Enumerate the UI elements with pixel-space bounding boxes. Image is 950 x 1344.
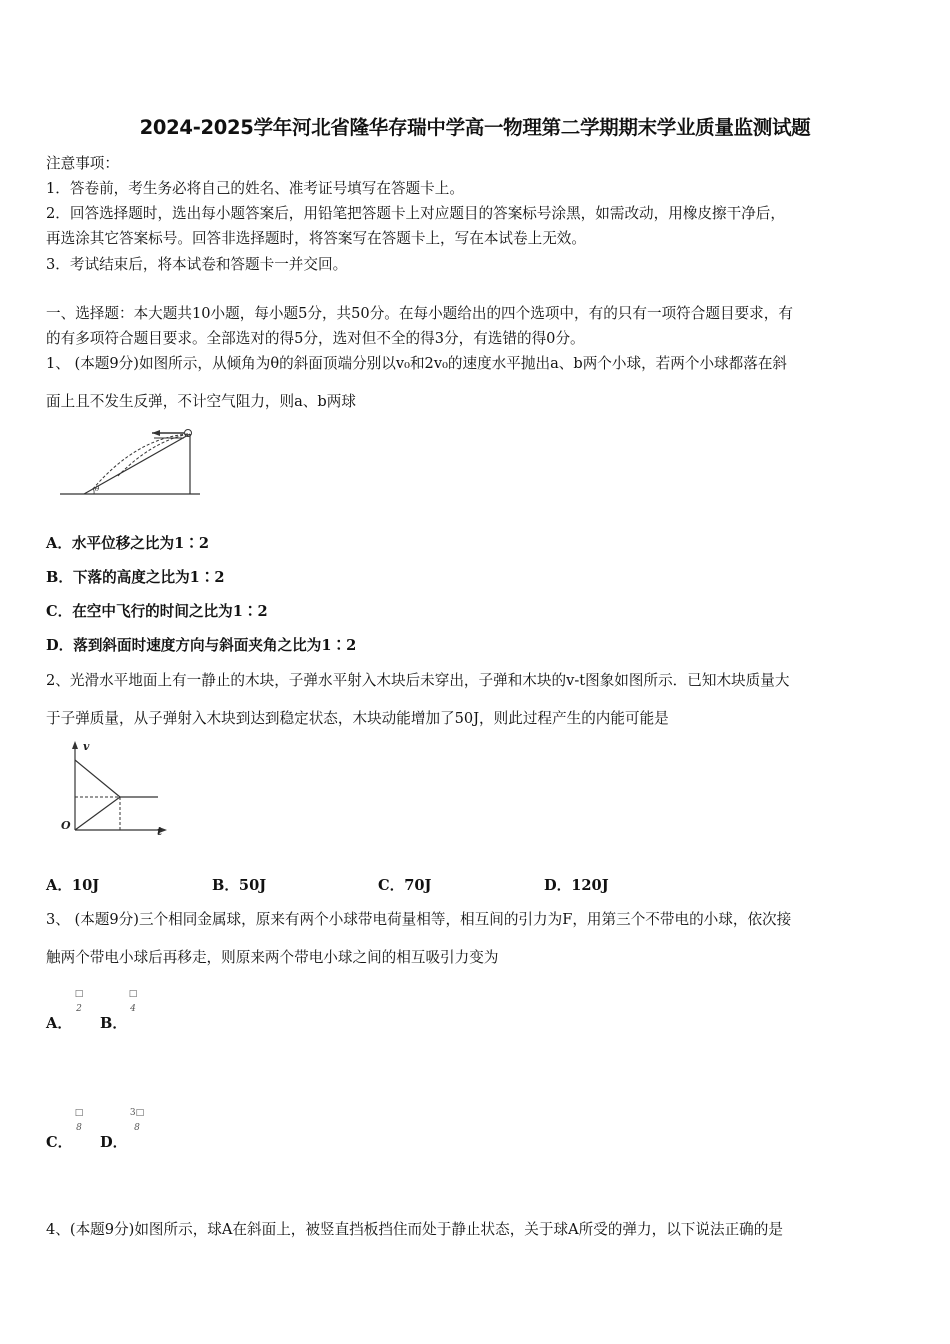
q2-stem-line1: 2、光滑水平地面上有一静止的木块，子弹水平射入木块后未穿出，子弹和木块的v-t图象如图所示．已知木块质量大 (46, 672, 790, 689)
q3-stem-line1: 3、 (本题9分)三个相同金属球，原来有两个小球带电荷量相等，相互间的引力为F，用第三个不带电的小球，依次接 (46, 911, 792, 928)
q4-stem-line1: 4、(本题9分)如图所示，球A在斜面上，被竖直挡板挡住而处于静止状态，关于球A所受的弹力，以下说法正确的是 (46, 1221, 783, 1238)
q2-stem-line2: 于子弹质量，从子弹射入木块到达到稳定状态，木块动能增加了50J，则此过程产生的内能可能是 (46, 710, 669, 727)
q1-option-b: B．下落的高度之比为1∶2 (46, 569, 225, 586)
q2-option-c: C．70J (378, 877, 432, 894)
q2-axis-v-label: v (83, 740, 90, 753)
notice-heading: 注意事项： (46, 155, 119, 172)
page-title: 2024-2025学年河北省隆华存瑞中学高一物理第二学期期末学业质量监测试题 (139, 116, 811, 139)
q1-stem-line2: 面上且不发生反弹，不计空气阻力，则a、b两球 (46, 393, 356, 410)
q2-option-b: B．50J (212, 877, 267, 894)
q3-option-c-numerator: □ (74, 1108, 84, 1118)
q3-option-b-label: B． (100, 1015, 127, 1032)
q2-option-d: D．120J (544, 877, 609, 894)
q2-option-a: A．10J (46, 877, 100, 894)
notice-item-2a: 2．回答选择题时，选出每小题答案后，用铅笔把答题卡上对应题目的答案标号涂黑，如需改动，用橡皮擦干净后， (46, 205, 785, 222)
q2-axis-t-label: t (157, 825, 163, 838)
q2-vt-graph (56, 738, 176, 838)
q1-angle-label: θ (95, 485, 100, 493)
q1-incline-figure (56, 424, 216, 504)
q3-option-d-numerator: 3□ (129, 1108, 145, 1118)
q1-option-d: D．落到斜面时速度方向与斜面夹角之比为1∶2 (46, 637, 357, 654)
q3-option-a-numerator: □ (74, 989, 84, 999)
notice-item-2b: 再选涂其它答案标号。回答非选择题时，将答案写在答题卡上，写在本试卷上无效。 (46, 230, 586, 247)
notice-item-1: 1．答卷前，考生务必将自己的姓名、准考证号填写在答题卡上。 (46, 180, 464, 197)
q3-option-c-denominator: 8 (76, 1123, 82, 1133)
q3-option-c-label: C． (46, 1134, 73, 1151)
q3-option-d-denominator: 8 (134, 1123, 140, 1133)
q1-option-c: C．在空中飞行的时间之比为1∶2 (46, 603, 268, 620)
q3-option-b-denominator: 4 (130, 1004, 136, 1014)
q2-origin-label: O (61, 819, 71, 832)
q3-option-d-label: D． (100, 1134, 128, 1151)
notice-item-3: 3．考试结束后，将本试卷和答题卡一并交回。 (46, 256, 348, 273)
q3-option-a-label: A． (46, 1015, 72, 1032)
section1-line2: 的有多项符合题目要求。全部选对的得5分，选对但不全的得3分，有选错的得0分。 (46, 330, 585, 347)
q3-option-b-numerator: □ (128, 989, 138, 999)
q3-stem-line2: 触两个带电小球后再移走，则原来两个带电小球之间的相互吸引力变为 (46, 949, 499, 966)
section1-line1: 一、选择题：本大题共10小题，每小题5分，共50分。在每小题给出的四个选项中，有的只有一项符合题目要求，有 (46, 305, 793, 322)
q1-stem-line1: 1、 (本题9分)如图所示，从倾角为θ的斜面顶端分别以v₀和2v₀的速度水平抛出a、b两个小球，若两个小球都落在斜 (46, 355, 788, 372)
q3-option-a-denominator: 2 (76, 1004, 82, 1014)
q1-option-a: A．水平位移之比为1∶2 (46, 535, 209, 552)
